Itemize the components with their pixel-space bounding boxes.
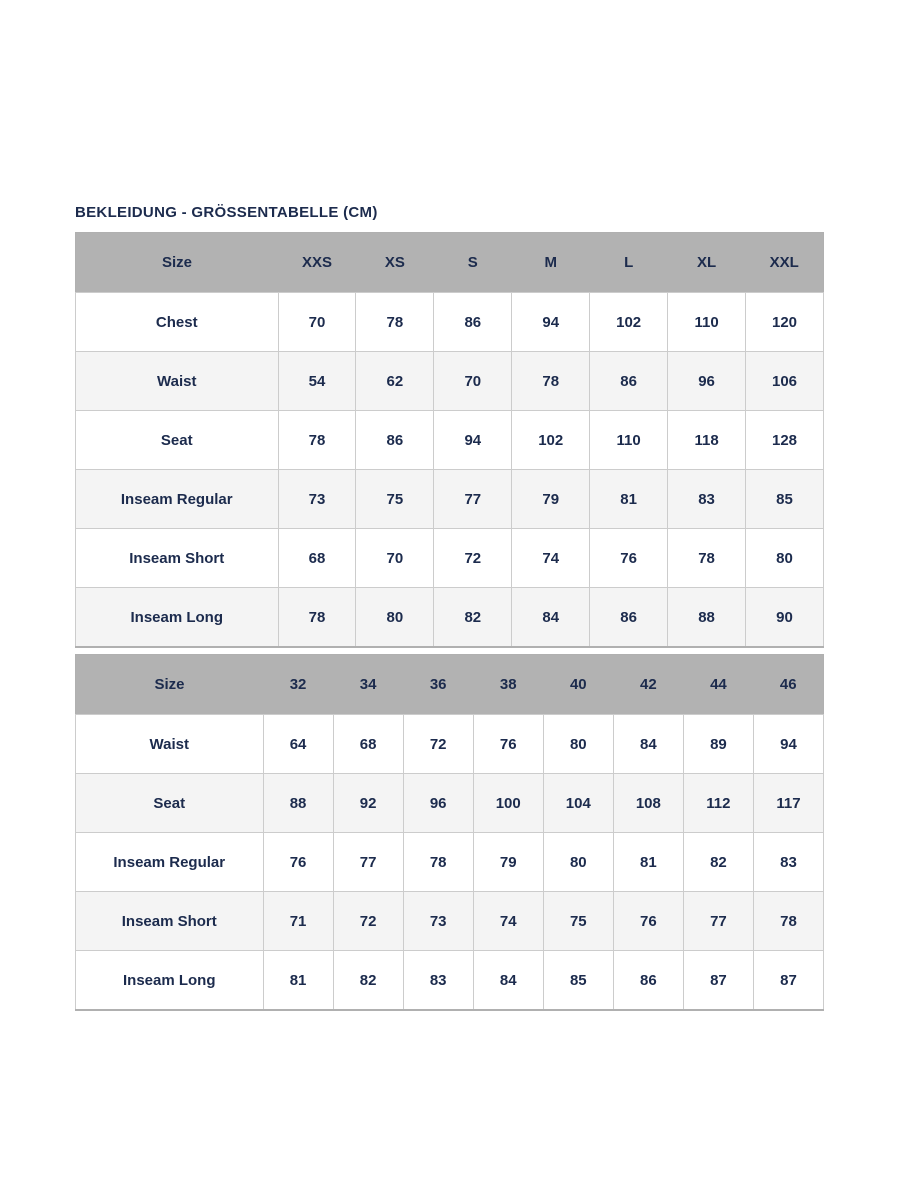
size-value: 72	[333, 892, 403, 951]
size-value: 85	[746, 470, 824, 529]
size-value: 70	[434, 352, 512, 411]
size-value: 87	[753, 951, 823, 1011]
size-value: 75	[543, 892, 613, 951]
size-header: 34	[333, 655, 403, 715]
size-header: S	[434, 233, 512, 293]
table-row	[76, 293, 824, 352]
size-value: 82	[683, 833, 753, 892]
page-title: BEKLEIDUNG - GRÖSSENTABELLE (CM)	[75, 204, 378, 221]
row-label: Inseam Regular	[76, 470, 279, 529]
size-value: 92	[333, 774, 403, 833]
row-label: Inseam Short	[76, 892, 264, 951]
size-header: XS	[356, 233, 434, 293]
size-value: 86	[434, 293, 512, 352]
size-header: M	[512, 233, 590, 293]
size-value: 76	[590, 529, 668, 588]
size-value: 68	[333, 715, 403, 774]
table-row	[76, 715, 824, 774]
size-value: 108	[613, 774, 683, 833]
size-value: 118	[668, 411, 746, 470]
size-value: 77	[333, 833, 403, 892]
size-value: 120	[746, 293, 824, 352]
size-value: 78	[356, 293, 434, 352]
size-value: 89	[683, 715, 753, 774]
size-value: 100	[473, 774, 543, 833]
size-value: 87	[683, 951, 753, 1011]
size-column-label: Size	[76, 233, 279, 293]
size-value: 73	[278, 470, 356, 529]
alpha-size-table	[75, 232, 824, 648]
size-value: 86	[590, 588, 668, 648]
size-value: 117	[753, 774, 823, 833]
size-value: 71	[263, 892, 333, 951]
row-label: Waist	[76, 715, 264, 774]
size-value: 77	[434, 470, 512, 529]
size-header: 44	[683, 655, 753, 715]
size-header: 46	[753, 655, 823, 715]
size-column-label: Size	[76, 655, 264, 715]
size-value: 88	[263, 774, 333, 833]
size-value: 54	[278, 352, 356, 411]
table-row	[76, 833, 824, 892]
size-value: 104	[543, 774, 613, 833]
size-value: 70	[278, 293, 356, 352]
size-value: 80	[543, 715, 613, 774]
size-value: 81	[613, 833, 683, 892]
size-value: 106	[746, 352, 824, 411]
size-value: 88	[668, 588, 746, 648]
size-value: 76	[263, 833, 333, 892]
size-value: 80	[356, 588, 434, 648]
size-value: 82	[434, 588, 512, 648]
size-value: 81	[263, 951, 333, 1011]
size-value: 68	[278, 529, 356, 588]
table-row	[76, 588, 824, 648]
size-value: 77	[683, 892, 753, 951]
size-value: 78	[403, 833, 473, 892]
size-value: 80	[543, 833, 613, 892]
size-value: 72	[434, 529, 512, 588]
size-value: 84	[512, 588, 590, 648]
row-label: Inseam Long	[76, 588, 279, 648]
size-value: 94	[753, 715, 823, 774]
size-value: 78	[278, 411, 356, 470]
size-value: 62	[356, 352, 434, 411]
size-value: 72	[403, 715, 473, 774]
size-value: 102	[512, 411, 590, 470]
size-value: 94	[434, 411, 512, 470]
size-value: 74	[473, 892, 543, 951]
size-value: 110	[668, 293, 746, 352]
size-value: 83	[753, 833, 823, 892]
row-label: Seat	[76, 411, 279, 470]
size-value: 79	[512, 470, 590, 529]
size-value: 70	[356, 529, 434, 588]
row-label: Waist	[76, 352, 279, 411]
size-value: 80	[746, 529, 824, 588]
size-value: 85	[543, 951, 613, 1011]
size-header: XL	[668, 233, 746, 293]
table-row	[76, 352, 824, 411]
size-header: XXS	[278, 233, 356, 293]
size-value: 78	[753, 892, 823, 951]
numeric-size-table	[75, 654, 824, 1011]
table-row	[76, 892, 824, 951]
size-value: 76	[613, 892, 683, 951]
size-value: 112	[683, 774, 753, 833]
row-label: Inseam Long	[76, 951, 264, 1011]
size-value: 75	[356, 470, 434, 529]
size-value: 81	[590, 470, 668, 529]
size-value: 84	[613, 715, 683, 774]
size-header: XXL	[746, 233, 824, 293]
size-value: 84	[473, 951, 543, 1011]
header-row	[76, 233, 824, 293]
size-value: 74	[512, 529, 590, 588]
row-label: Seat	[76, 774, 264, 833]
size-value: 78	[512, 352, 590, 411]
size-value: 96	[403, 774, 473, 833]
size-value: 78	[278, 588, 356, 648]
size-value: 82	[333, 951, 403, 1011]
size-value: 76	[473, 715, 543, 774]
row-label: Inseam Regular	[76, 833, 264, 892]
table-row	[76, 529, 824, 588]
size-value: 86	[356, 411, 434, 470]
size-value: 64	[263, 715, 333, 774]
size-header: 42	[613, 655, 683, 715]
table-row	[76, 470, 824, 529]
size-header: 38	[473, 655, 543, 715]
size-header: L	[590, 233, 668, 293]
size-value: 96	[668, 352, 746, 411]
size-value: 83	[403, 951, 473, 1011]
size-header: 32	[263, 655, 333, 715]
row-label: Chest	[76, 293, 279, 352]
size-value: 102	[590, 293, 668, 352]
row-label: Inseam Short	[76, 529, 279, 588]
size-value: 110	[590, 411, 668, 470]
size-value: 86	[613, 951, 683, 1011]
size-value: 90	[746, 588, 824, 648]
size-value: 83	[668, 470, 746, 529]
size-value: 78	[668, 529, 746, 588]
header-row	[76, 655, 824, 715]
size-value: 86	[590, 352, 668, 411]
table-row	[76, 411, 824, 470]
size-value: 128	[746, 411, 824, 470]
size-header: 36	[403, 655, 473, 715]
size-value: 94	[512, 293, 590, 352]
table-row	[76, 951, 824, 1011]
size-value: 79	[473, 833, 543, 892]
size-value: 73	[403, 892, 473, 951]
size-header: 40	[543, 655, 613, 715]
table-row	[76, 774, 824, 833]
